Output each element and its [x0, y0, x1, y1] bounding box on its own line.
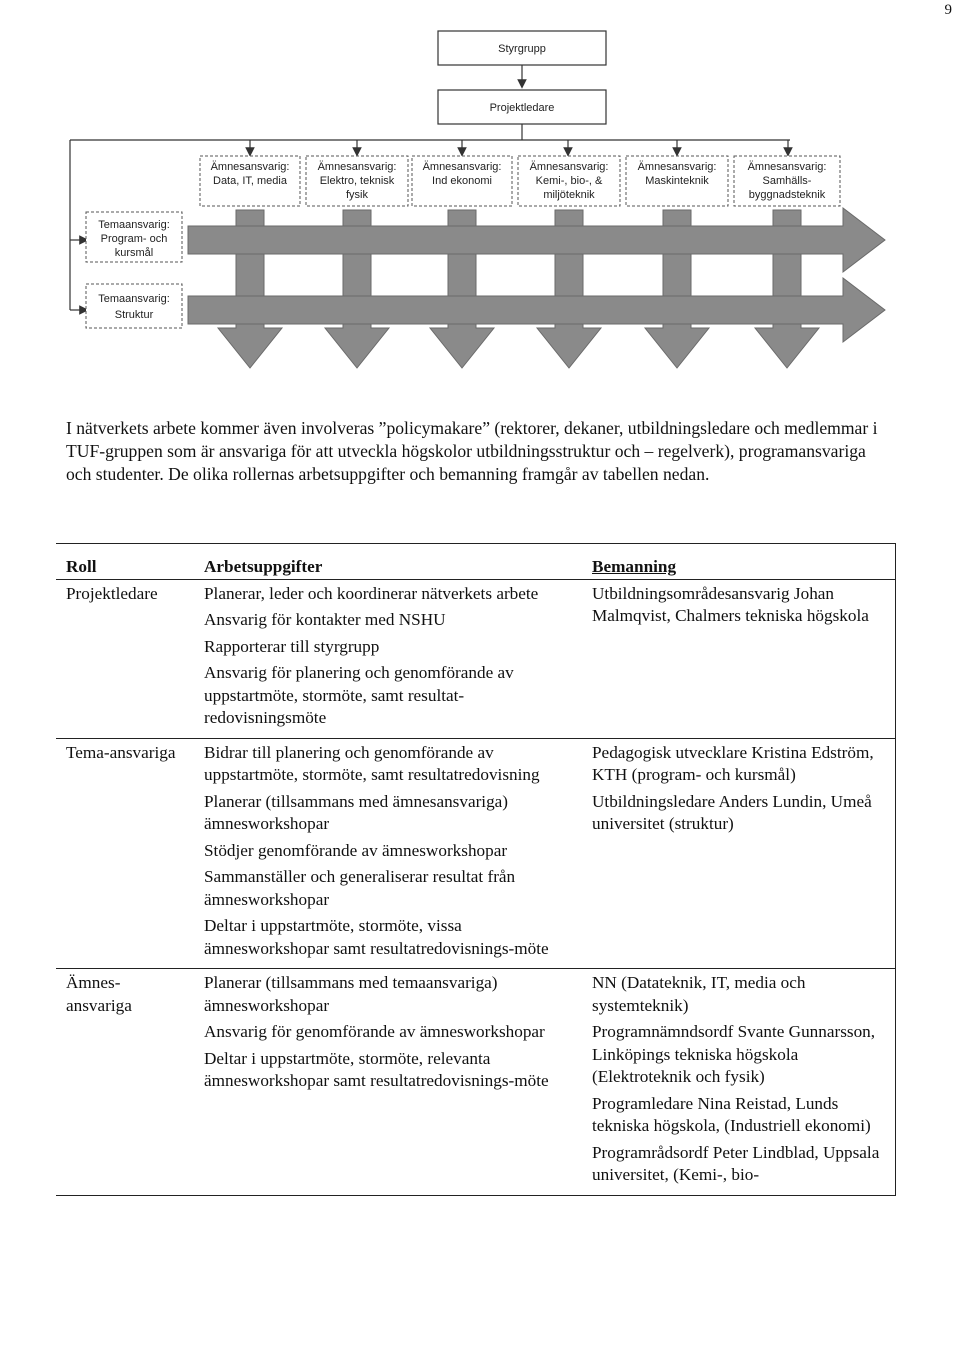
task-item: Bidrar till planering och genomförande av uppstartmöte, stormöte, samt resultatredovisning [204, 742, 540, 784]
task-item: Ansvarig för kontakter med NSHU [204, 610, 446, 629]
staffing-item: Utbildningsledare Anders Lundin, Umeå universitet (struktur) [592, 791, 872, 833]
amnes-3-title: Ämnesansvarig: [422, 161, 502, 173]
task-item: Ansvarig för planering och genomförande av uppstartmöte, stormöte, samt resultat-redovisningsmöte [204, 663, 514, 727]
table-row [56, 969, 896, 1196]
intro-paragraph: I nätverkets arbete kommer även involveras ”policymakare” (rektorer, dekaner, utbildningsledare och medlemmar i TUF-gruppen som är ansvariga för att utveckla högskolor utbildningsstruktur och – regelverk), programansvariga och studenter. De olika rollernas arbetsuppgifter och bemanning framgår av tabellen nedan. [66, 418, 878, 484]
amnes-1-line1: Data, IT, media [213, 175, 287, 187]
amnes-4-line1: Kemi-, bio-, & [535, 175, 603, 187]
amnes-1-title: Ämnesansvarig: [210, 161, 290, 173]
role-cell: Ämnes-ansvariga [56, 969, 194, 1196]
amnes-2-title: Ämnesansvarig: [317, 161, 397, 173]
tasks-cell [194, 579, 582, 738]
task-item: Planerar (tillsammans med ämnesansvariga) ämnesworkshopar [204, 791, 509, 833]
matrix-arrows [188, 208, 885, 368]
projektledare-label: Projektledare [489, 102, 555, 114]
tema-1-line1: Program- och [100, 233, 168, 245]
staffing-item: Pedagogisk utvecklare Kristina Edström, KTH (program- och kursmål) [592, 742, 874, 784]
amnes-2-line1: Elektro, teknisk [319, 175, 395, 187]
amnes-6-line2: byggnadsteknik [748, 189, 826, 201]
staffing-cell [582, 579, 896, 738]
tema-box-struktur [86, 284, 182, 328]
amnes-4-title: Ämnesansvarig: [529, 161, 609, 173]
staffing-item: Programrådsordf Peter Lindblad, Uppsala universitet, (Kemi-, bio- [592, 1142, 880, 1184]
amnesansvarig-boxes [200, 156, 840, 206]
tema-1-line2: kursmål [114, 247, 154, 259]
role-cell: Projektledare [56, 579, 194, 738]
amnes-3-line1: Ind ekonomi [432, 175, 492, 187]
task-item: Rapporterar till styrgrupp [204, 636, 380, 656]
tasks-cell [194, 969, 582, 1196]
amnes-6-line1: Samhälls- [762, 175, 812, 187]
table-row [56, 738, 896, 969]
amnes-6-title: Ämnesansvarig: [747, 161, 827, 173]
task-item: Planerar (tillsammans med temaansvariga) ämnesworkshopar [204, 973, 498, 1015]
tema-1-title: Temaansvarig: [98, 219, 170, 231]
staffing-cell [582, 969, 896, 1196]
header-roll: Roll [56, 544, 194, 580]
task-item: Stödjer genomförande av ämnesworkshopar [204, 840, 508, 860]
styrgrupp-label: Styrgrupp [498, 43, 546, 55]
staffing-item: NN (Datateknik, IT, media och systemteknik) [592, 973, 806, 1015]
amnes-2-line2: fysik [346, 189, 368, 201]
tema-2-line1: Struktur [114, 309, 154, 321]
staffing-item: Utbildningsområdesansvarig Johan Malmqvist, Chalmers tekniska högskola [592, 583, 869, 625]
task-item: Deltar i uppstartmöte, stormöte, vissa ämnesworkshopar samt resultatredovisnings-möte [204, 916, 549, 958]
staffing-item: Programnämndsordf Svante Gunnarsson, Linköpings tekniska högskola (Elektroteknik och fysik) [592, 1022, 876, 1086]
organization-chart [0, 0, 960, 400]
tasks-cell [194, 738, 582, 969]
header-bemanning: Bemanning [582, 544, 896, 580]
staffing-cell [582, 738, 896, 969]
task-item: Planerar, leder och koordinerar nätverkets arbete [204, 583, 539, 603]
task-item: Deltar i uppstartmöte, stormöte, relevanta ämnesworkshopar samt resultatredovisnings-möte [204, 1048, 549, 1090]
role-cell: Tema-ansvariga [56, 738, 194, 969]
amnes-5-title: Ämnesansvarig: [637, 161, 717, 173]
roles-table [56, 543, 896, 1196]
table-row [56, 579, 896, 738]
amnes-4-line2: miljöteknik [543, 189, 595, 201]
staffing-item: Programledare Nina Reistad, Lunds tekniska högskola, (Industriell ekonomi) [592, 1093, 871, 1135]
amnes-5-line1: Maskinteknik [645, 175, 709, 187]
task-item: Ansvarig för genomförande av ämnesworkshopar [204, 1022, 545, 1041]
page-number: 9 [944, 2, 952, 18]
header-arbetsuppgifter: Arbetsuppgifter [194, 544, 582, 580]
task-item: Sammanställer och generaliserar resultat från ämnesworkshopar [204, 867, 516, 909]
tema-2-title: Temaansvarig: [98, 293, 170, 305]
